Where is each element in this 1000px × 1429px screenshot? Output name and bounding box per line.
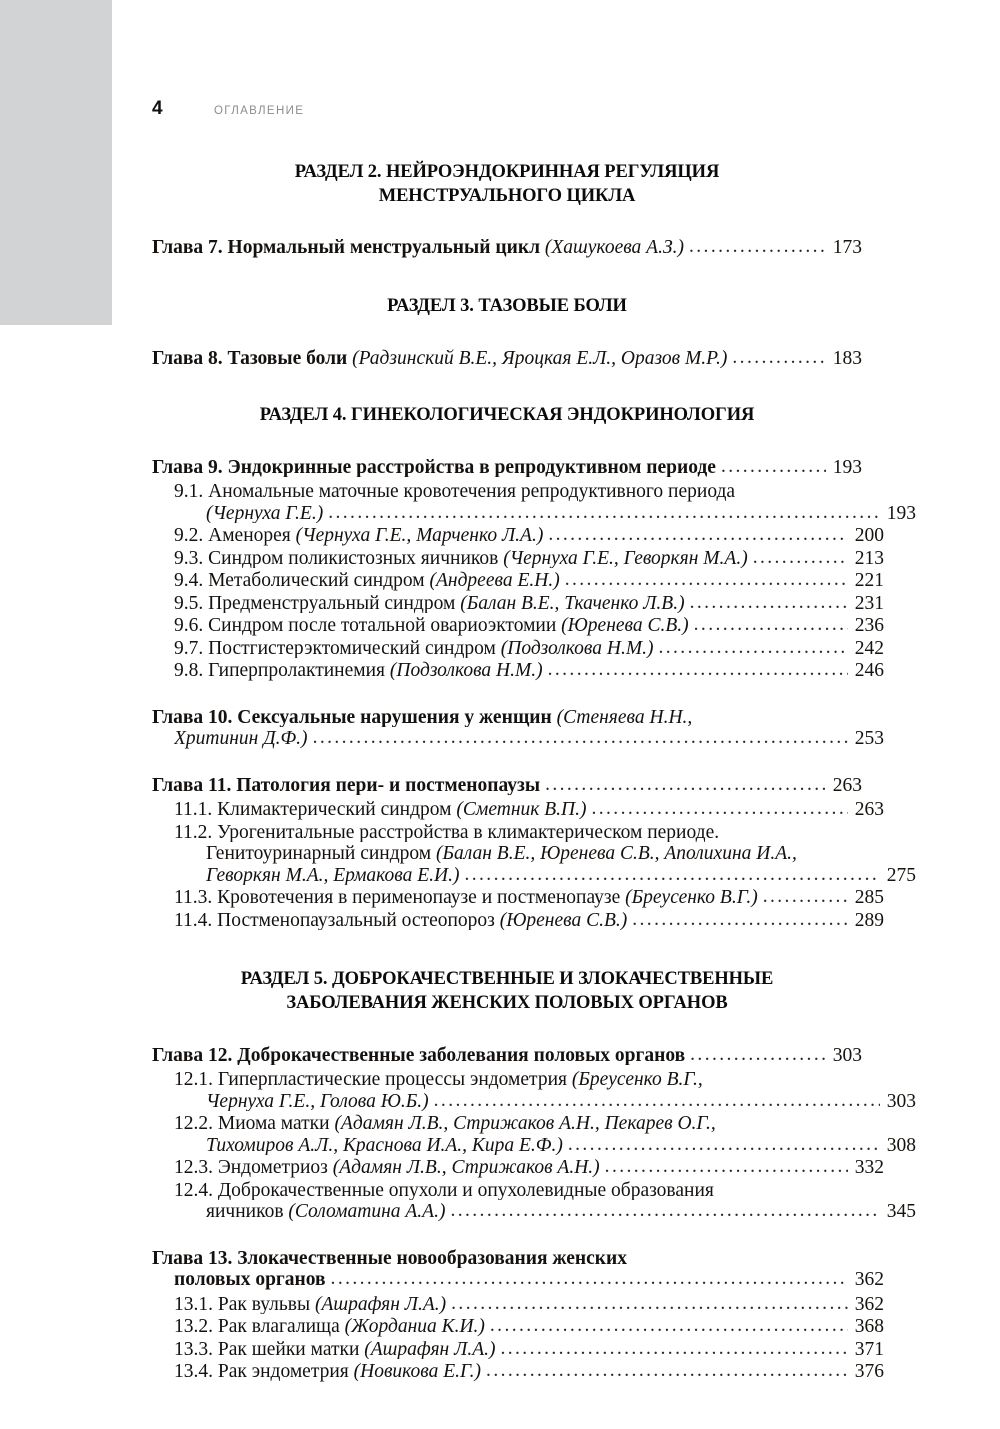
toc-entry-chapter-12[interactable] [152,1046,862,1066]
toc-page-number: 193 [832,456,862,478]
toc-entry-title: 9.6. Синдром после тотальной овариоэктомии (Юренева С.В.) [174,616,689,636]
leader-dots [548,525,848,545]
part-heading-2-line1: РАЗДЕЛ 2. НЕЙРОЭНДОКРИННАЯ РЕГУЛЯЦИЯ [294,162,720,182]
leader-dots [450,1201,880,1221]
toc-page-number: 308 [886,1134,916,1156]
toc-entry-13-3[interactable] [152,1340,884,1360]
leader-dots [565,570,848,590]
toc-page-number: 345 [886,1201,916,1223]
toc-page-number: 221 [854,570,884,592]
part-heading-2-line2: МЕНСТРУАЛЬНОГО ЦИКЛА [378,185,636,206]
toc-entry-title: Глава 10. Сексуальные нарушения у женщин (Стеняева Н.Н., [152,707,693,728]
part-heading-3 [152,295,862,319]
toc-page-number: 332 [854,1157,884,1179]
toc-entry-authors: Хритинин Д.Ф.) [174,729,308,749]
leader-dots [658,638,848,658]
leader-dots [690,1045,826,1065]
toc-entry-title: яичников (Соломатина А.А.) [206,1202,446,1222]
toc-entry-12-1-cont[interactable] [152,1092,916,1112]
toc-page-number: 193 [886,502,916,524]
toc-entry-authors: Геворкян М.А., Ермакова Е.И.) [206,865,460,886]
toc-entry-9-5[interactable] [152,594,884,614]
toc-entry-title: 9.5. Предменструальный синдром (Балан В.Е., Ткаченко Л.В.) [174,593,685,614]
toc-entry-title: половых органов [174,1270,326,1290]
leader-dots [694,615,848,635]
leader-dots [632,910,848,930]
leader-dots [486,1361,848,1381]
leader-dots [721,457,826,477]
toc-page-number: 213 [854,547,884,569]
toc-entry-9-4[interactable] [152,571,884,591]
toc-entry-title: 9.1. Аномальные маточные кровотечения репродуктивного периода [174,482,736,502]
leader-dots [328,503,880,523]
toc-page-number: 275 [886,864,916,886]
toc-page-number: 376 [854,1361,884,1383]
toc-page-number: 263 [854,799,884,821]
leader-dots [605,1157,848,1177]
toc-entry-authors: (Чернуха Г.Е.) [206,503,324,524]
toc-entry-9-3[interactable] [152,549,884,569]
toc-entry-chapter-13-cont[interactable] [152,1270,884,1290]
toc-entry-title: 13.1. Рак вульвы (Ашрафян Л.А.) [174,1294,447,1315]
toc-page [152,0,916,1383]
toc-entry-title: Глава 13. Злокачественные новообразования женских [152,1248,628,1269]
toc-page-number: 231 [854,592,884,614]
toc-entry-9-7[interactable] [152,639,884,659]
toc-entry-11-2-cont1[interactable] [152,844,916,864]
toc-entry-chapter-7[interactable] [152,238,862,258]
leader-dots [545,775,826,795]
toc-page-number: 368 [854,1316,884,1338]
toc-page-number: 263 [832,774,862,796]
toc-entry-title: 9.2. Аменорея (Чернуха Г.Е., Марченко Л.А.) [174,526,544,546]
leader-dots [690,593,848,613]
toc-entry-title: Глава 11. Патология пери- и постменопаузы [152,775,541,796]
part-heading-4 [152,404,862,428]
toc-entry-title: 13.3. Рак шейки матки (Ашрафян Л.А.) [174,1339,496,1360]
leader-dots [490,1316,848,1336]
toc-entry-title: Глава 8. Тазовые боли (Радзинский В.Е., Яроцкая Е.Л., Оразов М.Р.) [152,348,728,369]
toc-entry-title: Генитоуринарный синдром (Балан В.Е., Юренева С.В., Аполихина И.А., [206,844,797,864]
toc-entry-title: 9.4. Метаболический синдром (Андреева Е.Н.) [174,571,560,591]
toc-page-number: 173 [832,237,862,259]
leader-dots [732,348,826,368]
toc-entry-9-8[interactable] [152,661,884,681]
toc-page-number: 362 [854,1293,884,1315]
part-heading-5-line2: ЗАБОЛЕВАНИЯ ЖЕНСКИХ ПОЛОВЫХ ОРГАНОВ [286,992,728,1013]
part-heading-5 [152,968,862,1015]
toc-entry-title: 12.2. Миома матки (Адамян Л.В., Стрижаков А.Н., Пекарев О.Г., [174,1114,716,1134]
leader-dots [753,548,848,568]
toc-entry-12-2-cont[interactable] [152,1136,916,1156]
toc-entry-chapter-9[interactable] [152,458,862,478]
leader-dots [500,1339,848,1359]
leader-dots [331,1269,848,1289]
toc-entry-11-1[interactable] [152,800,884,820]
toc-page-number: 200 [854,525,884,547]
toc-page-number: 303 [832,1044,862,1066]
toc-entry-11-2[interactable] [152,823,884,843]
toc-entry-title: 11.3. Кровотечения в перименопаузе и постменопаузе (Бреусенко В.Г.) [174,888,758,908]
toc-entry-12-2[interactable] [152,1114,884,1134]
toc-page-number: 289 [854,909,884,931]
toc-entry-title: 9.8. Гиперпролактинемия (Подзолкова Н.М.) [174,661,543,681]
toc-entry-authors: Тихомиров А.Л., Краснова И.А., Кира Е.Ф.) [206,1135,563,1156]
toc-entry-11-4[interactable] [152,911,884,931]
toc-entry-chapter-8[interactable] [152,349,862,369]
toc-entry-12-3[interactable] [152,1158,884,1178]
toc-page-number: 246 [854,660,884,682]
part-heading-3-line1: РАЗДЕЛ 3. ТАЗОВЫЕ БОЛИ [387,295,627,316]
toc-entry-title: Глава 9. Эндокринные расстройства в репродуктивном периоде [152,457,716,478]
toc-entry-12-4-cont[interactable] [152,1202,916,1222]
toc-entry-11-3[interactable] [152,888,884,908]
page-folio: 4 [152,98,163,119]
toc-page-number: 362 [854,1269,884,1291]
toc-entry-title: 12.4. Доброкачественные опухоли и опухолевидные образования [174,1180,714,1201]
toc-page-number: 285 [854,887,884,909]
leader-dots [451,1294,848,1314]
leader-dots [434,1091,880,1111]
part-heading-4-line1: РАЗДЕЛ 4. ГИНЕКОЛОГИЧЕСКАЯ ЭНДОКРИНОЛОГИЯ [259,405,755,426]
running-head [152,0,862,128]
margin-decoration-bar [0,0,112,325]
leader-dots [568,1135,880,1155]
toc-entry-title: 12.1. Гиперпластические процессы эндометрия (Бреусенко В.Г., [174,1070,703,1090]
toc-entry-title: 13.2. Рак влагалища (Жорданиа К.И.) [174,1317,485,1337]
toc-entry-chapter-11[interactable] [152,776,862,796]
toc-entry-9-6[interactable] [152,616,884,636]
toc-page-number: 303 [886,1090,916,1112]
toc-page-number: 371 [854,1338,884,1360]
toc-entry-title: 12.3. Эндометриоз (Адамян Л.В., Стрижаков А.Н.) [174,1158,600,1178]
leader-dots [689,237,826,257]
part-heading-2 [152,161,862,208]
running-head-title: ОГЛАВЛЕНИЕ [214,105,305,117]
toc-entry-13-1[interactable] [152,1295,884,1315]
toc-entry-title: 11.4. Постменопаузальный остеопороз (Юренева С.В.) [174,910,628,931]
toc-entry-chapter-10[interactable] [152,708,862,728]
toc-entry-chapter-13[interactable] [152,1249,862,1269]
toc-page-number: 236 [854,615,884,637]
toc-entry-authors: Чернуха Г.Е., Голова Ю.Б.) [206,1091,429,1112]
leader-dots [464,865,880,885]
toc-entry-title: 11.2. Урогенитальные расстройства в климактерическом периоде. [174,822,720,843]
toc-entry-title: Глава 7. Нормальный менструальный цикл (Хашукоева А.З.) [152,238,684,258]
toc-entry-9-1[interactable] [152,482,884,502]
toc-entry-13-2[interactable] [152,1317,884,1337]
toc-entry-title: Глава 12. Доброкачественные заболевания половых органов [152,1045,686,1066]
toc-entry-9-1-cont[interactable] [152,504,916,524]
toc-entry-9-2[interactable] [152,526,884,546]
toc-entry-title: 9.7. Постгистерэктомический синдром (Подзолкова Н.М.) [174,638,654,659]
toc-entry-chapter-10-cont[interactable] [152,729,884,749]
toc-entry-title: 13.4. Рак эндометрия (Новикова Е.Г.) [174,1362,482,1382]
leader-dots [313,728,848,748]
toc-entry-12-1[interactable] [152,1070,884,1090]
leader-dots [548,660,848,680]
toc-page-number: 183 [832,347,862,369]
part-heading-5-line1: РАЗДЕЛ 5. ДОБРОКАЧЕСТВЕННЫЕ И ЗЛОКАЧЕСТВЕННЫЕ [240,969,774,990]
toc-entry-title: 11.1. Климактерический синдром (Сметник В.П.) [174,800,587,820]
toc-page-number: 242 [854,637,884,659]
leader-dots [763,887,848,907]
toc-entry-13-4[interactable] [152,1362,884,1382]
toc-entry-11-2-cont2[interactable] [152,866,916,886]
toc-entry-12-4[interactable] [152,1181,884,1201]
toc-entry-title: 9.3. Синдром поликистозных яичников (Чернуха Г.Е., Геворкян М.А.) [174,548,748,569]
leader-dots [591,799,848,819]
toc-page-number: 253 [854,728,884,750]
